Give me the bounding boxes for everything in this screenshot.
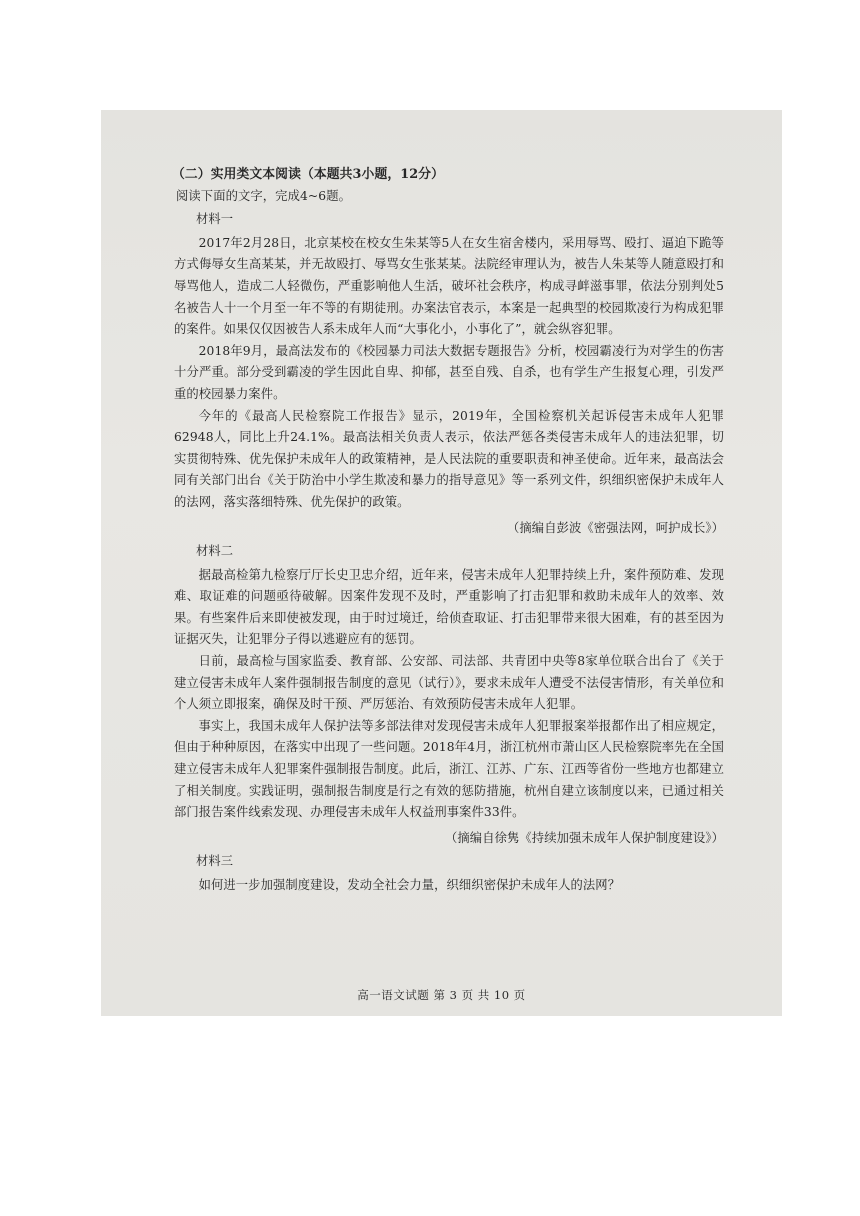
instruction: 阅读下面的文字，完成4~6题。: [176, 188, 352, 203]
page-footer: 高一语文试题 第 3 页 共 10 页: [357, 988, 526, 1002]
material-3-paragraph: 如何进一步加强制度建设，发动全社会力量，织细织密保护未成年人的法网？: [198, 878, 621, 892]
material-2-paragraph: 据最高检第九检察厅厅长史卫忠介绍，近年来，侵害未成年人犯罪持续上升，案件预防难、发现难、取证难的问题亟待破解。因案件发现不及时，严重影响了打击犯罪和救助未成年人的效率、效果。有些案件后来即使被发现，由于时过境迁，给侦查取证、打击犯罪带来很大困难，有的甚至因为证据灭失，让犯罪分子得以逃避应有的惩罚。: [174, 567, 724, 647]
material-3-heading: 材料三: [196, 854, 234, 869]
section-title: （二）实用类文本阅读（本题共3小题，12分）: [172, 167, 445, 182]
material-2-heading: 材料二: [196, 544, 234, 559]
material-1-paragraph: 2017年2月28日，北京某校在校女生朱某等5人在女生宿舍楼内，采用辱骂、殴打、逼迫下跪等方式侮辱女生高某某，并无故殴打、辱骂女生张某某。法院经审理认为，被告人朱某等人随意殴打和辱骂他人，造成二人轻微伤，严重影响他人生活，破坏社会秩序，构成寻衅滋事罪，依法分别判处5名被告人十一个月至一年不等的有期徒刑。办案法官表示，本案是一起典型的校园欺凌行为构成犯罪的案件。如果仅仅因被告人系未成年人而“大事化小，小事化了”，就会纵容犯罪。: [174, 235, 724, 337]
material-1-heading: 材料一: [196, 212, 234, 227]
material-2-source: （摘编自徐隽《持续加强未成年人保护制度建设》）: [445, 830, 724, 845]
material-1-paragraph: 2018年9月，最高法发布的《校园暴力司法大数据专题报告》分析，校园霸凌行为对学生的伤害十分严重。部分受到霸凌的学生因此自卑、抑郁，甚至自残、自杀，也有学生产生报复心理，引发严重的校园暴力案件。: [174, 343, 724, 401]
material-2-paragraph: 日前，最高检与国家监委、教育部、公安部、司法部、共青团中央等8家单位联合出台了《关于建立侵害未成年人案件强制报告制度的意见（试行）》，要求未成年人遭受不法侵害情形，有关单位和个人须立即报案，确保及时干预、严厉惩治、有效预防侵害未成年人犯罪。: [174, 654, 724, 712]
material-1-source: （摘编自彭波《密强法网，呵护成长》）: [507, 520, 724, 535]
scanned-exam-page: [101, 110, 782, 1016]
reading-passage: [174, 164, 724, 897]
material-2-paragraph: 事实上，我国未成年人保护法等多部法律对发现侵害未成年人犯罪报案举报都作出了相应规定，但由于种种原因，在落实中出现了一些问题。2018年4月，浙江杭州市萧山区人民检察院率先在全国建立侵害未成年人犯罪案件强制报告制度。此后，浙江、江苏、广东、江西等省份一些地方也都建立了相关制度。实践证明，强制报告制度是行之有效的惩防措施，杭州自建立该制度以来，已通过相关部门报告案件线索发现、办理侵害未成年人权益刑事案件33件。: [174, 718, 724, 820]
material-1-paragraph: 今年的《最高人民检察院工作报告》显示，2019年，全国检察机关起诉侵害未成年人犯罪62948人，同比上升24.1%。最高法相关负责人表示，依法严惩各类侵害未成年人的违法犯罪，切实贯彻特殊、优先保护未成年人的政策精神，是人民法院的重要职责和神圣使命。近年来，最高法会同有关部门出台《关于防治中小学生欺凌和暴力的指导意见》等一系列文件，织细织密保护未成年人的法网，落实落细特殊、优先保护的政策。: [174, 408, 724, 509]
